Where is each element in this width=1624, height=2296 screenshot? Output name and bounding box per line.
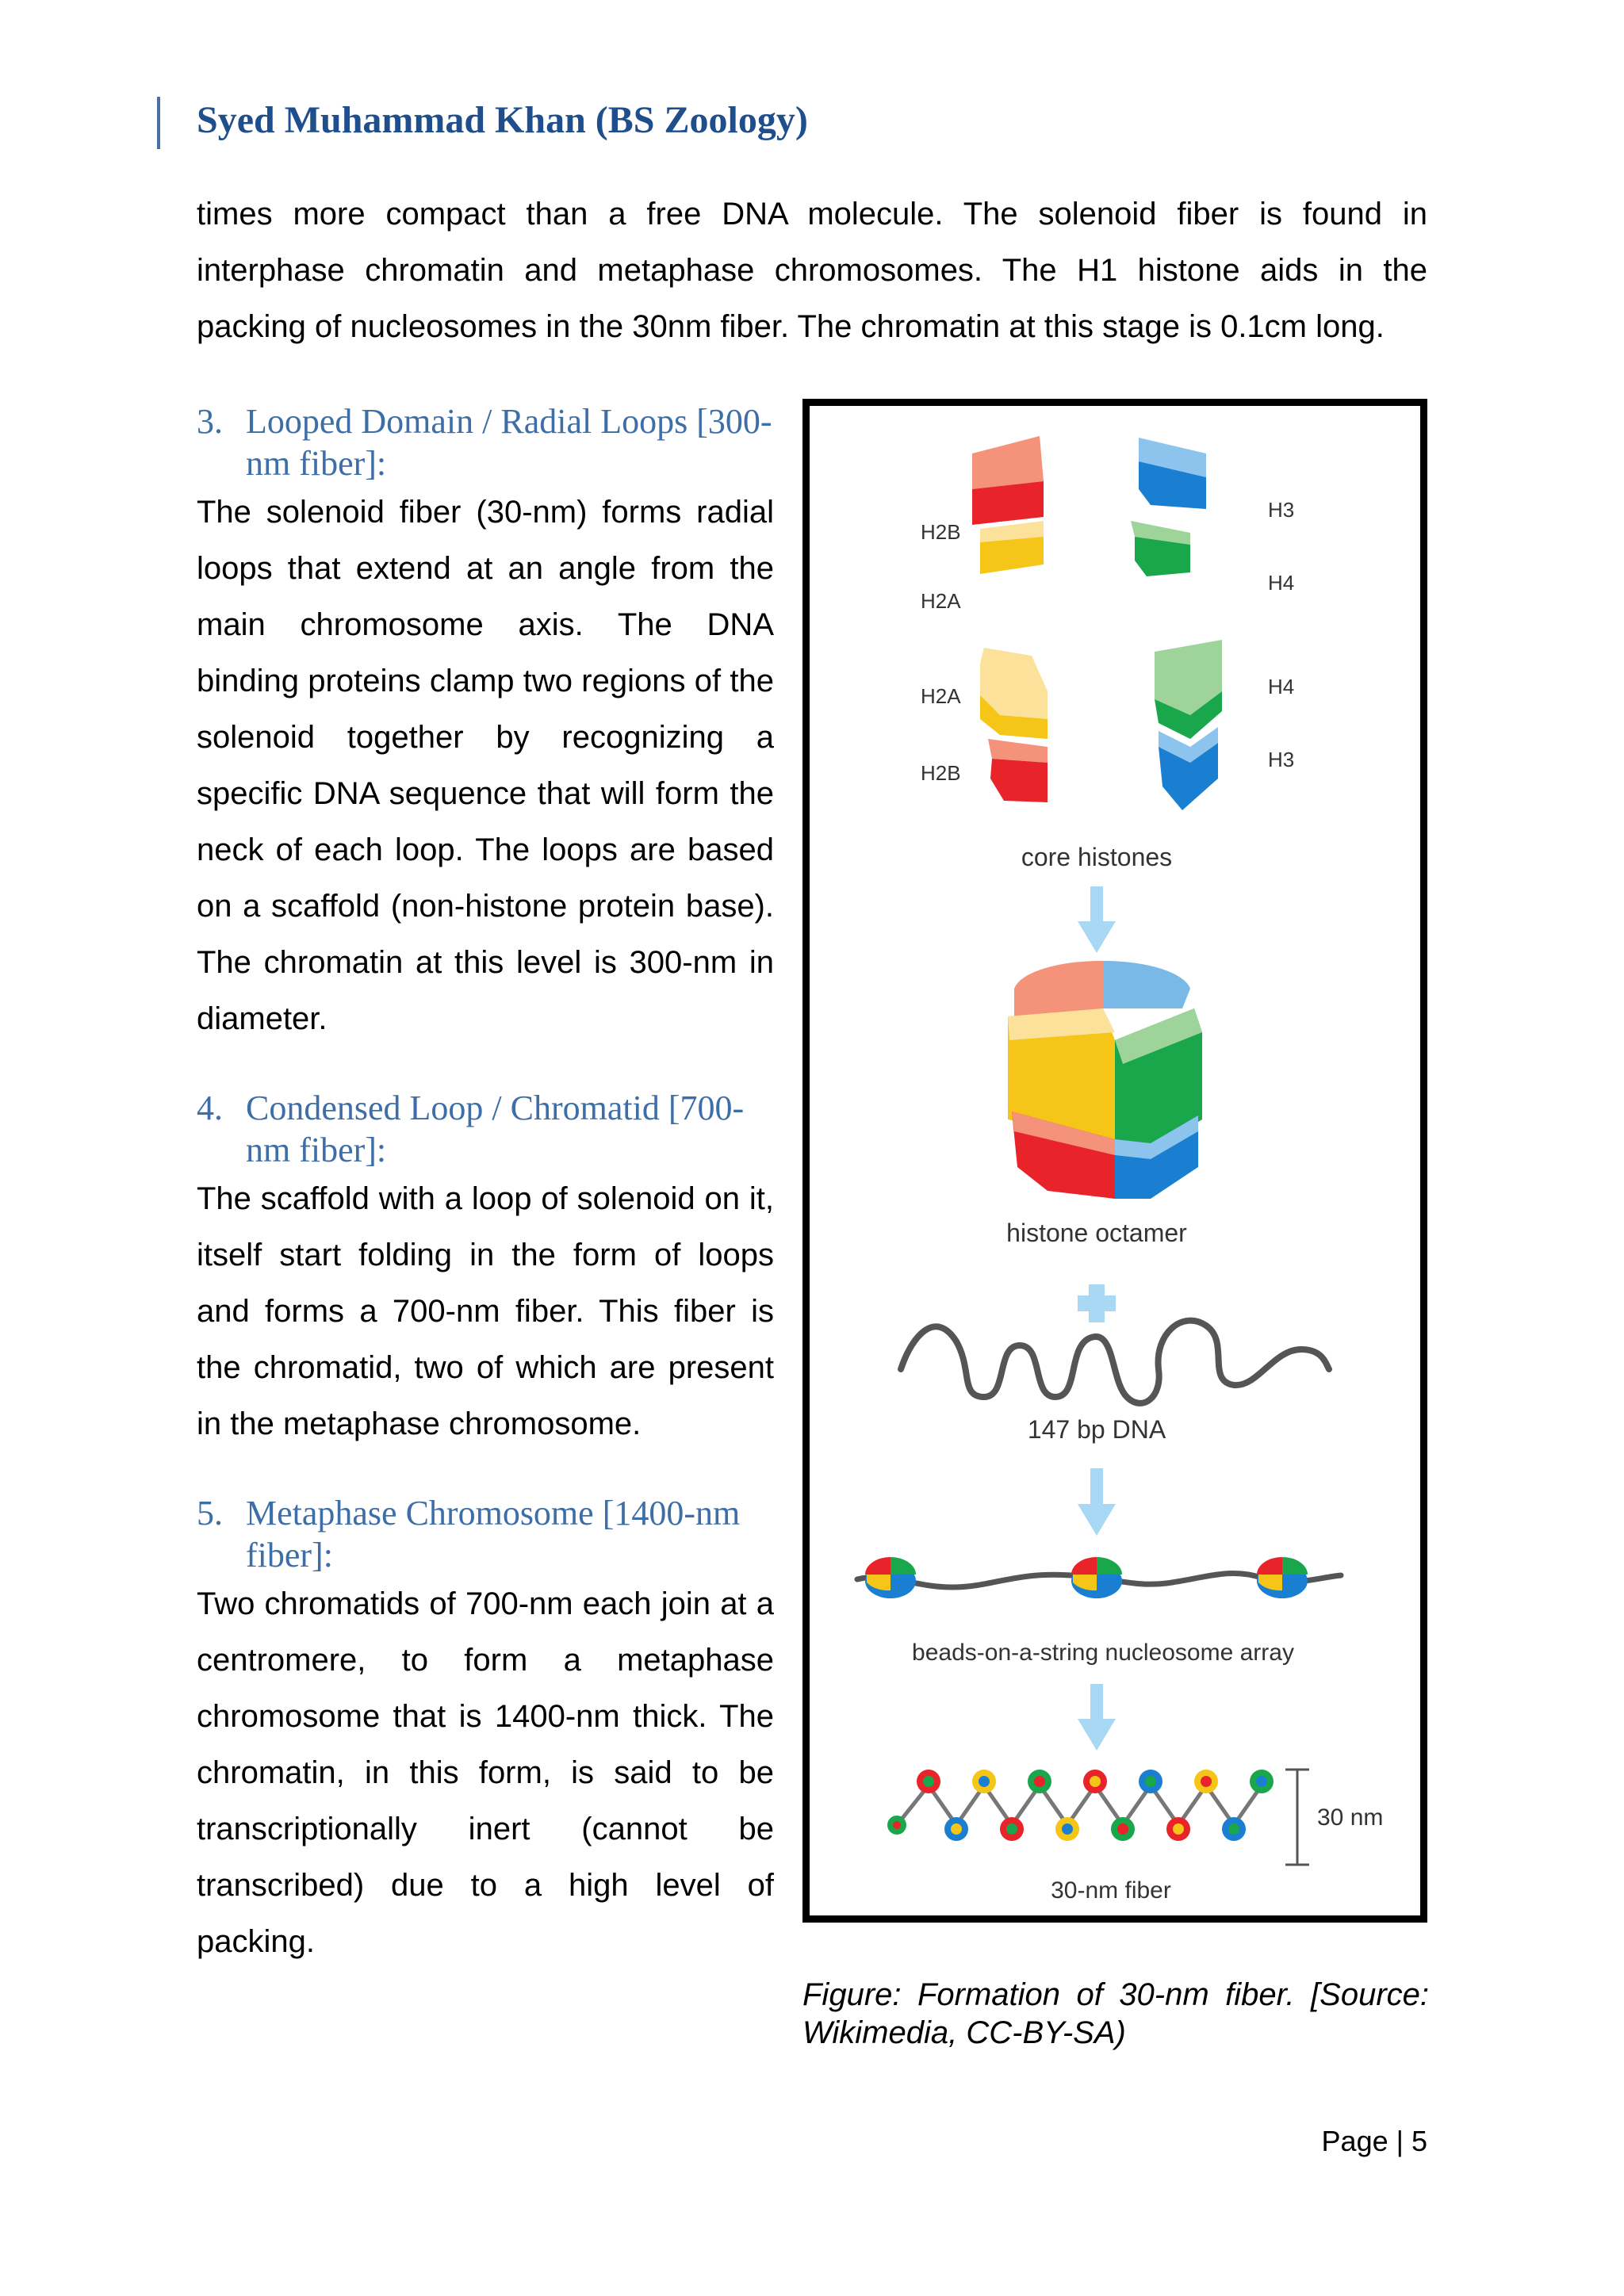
section-3-body: The solenoid fiber (30-nm) forms radial loops that extend at an angle from the main chromosome axis. The DNA binding proteins clamp two regions of the solenoid together by recognizing a specific DNA sequence that will form the neck of each loop. The loops are based on a scaffold (non-histone protein base). The chromatin at this level is 300-nm in diameter.: [197, 495, 774, 1036]
label-h2b-top: H2B: [921, 520, 961, 544]
nucleosome-bead: [1071, 1557, 1122, 1598]
label-histone-octamer: histone octamer: [1006, 1219, 1187, 1247]
dna-strand: [901, 1321, 1329, 1403]
section-title: Metaphase Chromosome [1400-nm fiber]:: [246, 1494, 741, 1575]
scale-bar: [1285, 1770, 1309, 1865]
h2b-bottom-block: [988, 739, 1048, 802]
label-h3-bottom: H3: [1268, 748, 1295, 771]
section-3: [197, 400, 774, 1047]
nucleosome-diagram: [810, 406, 1420, 1915]
sections-column: [197, 400, 774, 2010]
h4-top-block: [1131, 521, 1190, 576]
label-dna: 147 bp DNA: [1027, 1415, 1166, 1444]
page-number: Page | 5: [1321, 2125, 1427, 2157]
section-3-heading: [197, 400, 774, 484]
h2b-top-block: [972, 436, 1044, 525]
section-title: Looped Domain / Radial Loops [300-nm fiber]:: [246, 402, 772, 483]
section-5: [197, 1492, 774, 1970]
section-number: 3.: [197, 402, 223, 441]
label-h2b-bottom: H2B: [921, 761, 961, 785]
label-h2a-top: H2A: [921, 589, 961, 613]
section-4-heading: [197, 1087, 774, 1171]
label-core-histones: core histones: [1021, 843, 1173, 871]
section-4: [197, 1087, 774, 1452]
label-scale: 30 nm: [1317, 1804, 1384, 1831]
nucleosome-bead: [865, 1557, 916, 1598]
section-title: Condensed Loop / Chromatid [700-nm fiber]:: [246, 1089, 745, 1169]
arrow-down-icon: [1078, 1684, 1116, 1751]
section-4-body: The scaffold with a loop of solenoid on it, itself start folding in the form of loops and forms a 700-nm fiber. This fiber is the chromatid, two of which are present in the metaphase chromosome.: [197, 1181, 774, 1441]
nucleosome-bead: [1257, 1557, 1308, 1598]
label-h3-top: H3: [1268, 498, 1295, 522]
section-number: 4.: [197, 1089, 223, 1127]
nucleosome-figure: [802, 399, 1427, 1923]
label-fiber: 30-nm fiber: [1051, 1877, 1171, 1904]
header-accent-bar: [157, 97, 160, 149]
section-5-heading: [197, 1492, 774, 1576]
document-header-title: Syed Muhammad Khan (BS Zoology): [197, 99, 808, 141]
h2a-bottom-block: [980, 648, 1048, 739]
section-5-body: Two chromatids of 700-nm each join at a centromere, to form a metaphase chromosome that is 1400-nm thick. The chromatin, in this form, is said to be transcriptionally inert (cannot be transcribed) due to a high level of packing.: [197, 1586, 774, 1959]
label-beads: beads-on-a-string nucleosome array: [912, 1640, 1294, 1666]
figure-caption: Figure: Formation of 30-nm fiber. [Source: Wikimedia, CC-BY-SA): [802, 1977, 1429, 2050]
section-number: 5.: [197, 1494, 223, 1533]
histone-octamer-shape: [1008, 961, 1202, 1199]
h3-top-block: [1139, 438, 1206, 509]
h4-bottom-block: [1155, 640, 1222, 739]
h2a-top-block: [980, 521, 1044, 574]
label-h4-top: H4: [1268, 571, 1295, 595]
label-h2a-bottom: H2A: [921, 684, 961, 708]
arrow-down-icon: [1078, 1468, 1116, 1536]
h3-bottom-block: [1159, 727, 1218, 810]
arrow-down-icon: [1078, 886, 1116, 953]
label-h4-bottom: H4: [1268, 675, 1295, 698]
plus-icon: [1078, 1284, 1116, 1322]
intro-paragraph: times more compact than a free DNA molecule. The solenoid fiber is found in interphase chromatin and metaphase chromosomes. The H1 histone aids in the packing of nucleosomes in the 30nm fiber. The chromatin at this stage is 0.1cm long.: [197, 197, 1427, 344]
